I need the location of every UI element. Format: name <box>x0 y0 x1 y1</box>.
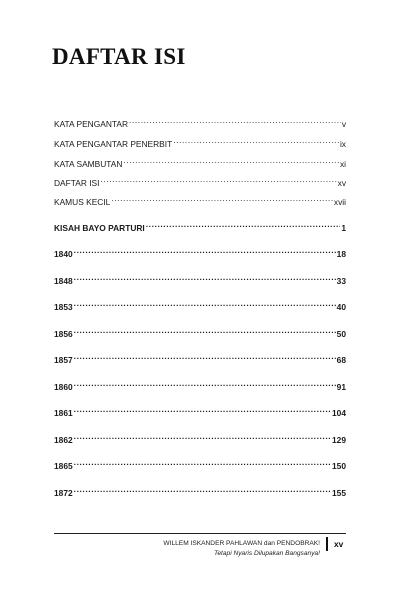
toc-entry-label: KISAH BAYO PARTURI <box>54 223 145 233</box>
toc-entry-page-number: 68 <box>336 355 346 365</box>
toc-entry-label: 1857 <box>54 355 73 365</box>
toc-entry-page-number: 50 <box>336 329 346 339</box>
toc-entry <box>54 246 346 260</box>
toc-entry <box>54 485 346 499</box>
toc-entry <box>54 352 346 366</box>
toc-entry-page-number: ix <box>339 139 346 149</box>
toc-dot-leader <box>74 432 331 443</box>
toc-entry-page-number: 104 <box>332 408 346 418</box>
toc-entry-page-number: 33 <box>336 276 346 286</box>
toc-entry-label: 1872 <box>54 488 73 498</box>
toc-entry-label: DAFTAR ISI <box>54 178 100 188</box>
footer-rule <box>54 533 346 534</box>
toc-dot-leader <box>74 405 331 416</box>
toc-entry <box>54 220 346 234</box>
toc-entry <box>54 458 346 472</box>
page-title: DAFTAR ISI <box>52 44 186 69</box>
toc-dot-leader <box>111 194 333 205</box>
toc-entry <box>54 326 346 340</box>
toc-dot-leader <box>74 246 336 257</box>
toc-entry-page-number: xi <box>339 159 346 169</box>
toc-dot-leader <box>129 116 341 127</box>
toc-entry-label: 1862 <box>54 435 73 445</box>
toc-dot-leader <box>74 273 336 284</box>
toc-entry-label: 1860 <box>54 382 73 392</box>
toc-dot-leader <box>173 136 339 147</box>
toc-entry <box>54 116 346 130</box>
footer-book-subtitle: Tetapi Nyaris Dilupakan Bangsanya! <box>213 550 320 557</box>
toc-entry-label: KAMUS KECIL <box>54 197 111 207</box>
toc-dot-leader <box>100 175 336 186</box>
running-footer <box>163 539 320 559</box>
toc-dot-leader <box>74 299 336 310</box>
toc-entry-page-number: 155 <box>332 488 346 498</box>
toc-entry-label: 1840 <box>54 249 73 259</box>
toc-dot-leader <box>74 379 336 390</box>
toc-entry-page-number: 150 <box>332 461 346 471</box>
toc-entry-label: KATA PENGANTAR <box>54 119 128 129</box>
toc-entry-page-number: xv <box>337 178 346 188</box>
toc-entry <box>54 194 346 208</box>
toc-entry-page-number: xvii <box>333 197 346 207</box>
toc-entry-page-number: 40 <box>336 302 346 312</box>
toc-entry <box>54 379 346 393</box>
toc-entry-page-number: 1 <box>341 223 346 233</box>
toc-entry <box>54 405 346 419</box>
toc-dot-leader <box>74 352 336 363</box>
toc-entry-page-number: 129 <box>332 435 346 445</box>
toc-entry-label: 1861 <box>54 408 73 418</box>
toc-entry <box>54 156 346 170</box>
footer-page-number: xv <box>334 539 344 549</box>
toc-entry-label: KATA SAMBUTAN <box>54 159 123 169</box>
toc-entry-page-number: v <box>341 119 346 129</box>
toc-entry-page-number: 91 <box>336 382 346 392</box>
toc-dot-leader <box>74 458 331 469</box>
toc-dot-leader <box>74 326 336 337</box>
footer-divider-bar <box>326 537 328 551</box>
toc-entry <box>54 136 346 150</box>
toc-dot-leader <box>123 156 339 167</box>
toc-dot-leader <box>74 485 331 496</box>
toc-entry-label: 1856 <box>54 329 73 339</box>
toc-entry <box>54 175 346 189</box>
toc-entry-label: KATA PENGANTAR PENERBIT <box>54 139 173 149</box>
toc-entry <box>54 299 346 313</box>
toc-entry-label: 1853 <box>54 302 73 312</box>
toc-entry-label: 1865 <box>54 461 73 471</box>
footer-book-title: WILLEM ISKANDER PAHLAWAN dan PENDOBRAK! <box>163 540 320 547</box>
toc-entry-label: 1848 <box>54 276 73 286</box>
toc-entry <box>54 432 346 446</box>
toc-entry-page-number: 18 <box>336 249 346 259</box>
toc-entry <box>54 273 346 287</box>
toc-dot-leader <box>146 220 341 231</box>
